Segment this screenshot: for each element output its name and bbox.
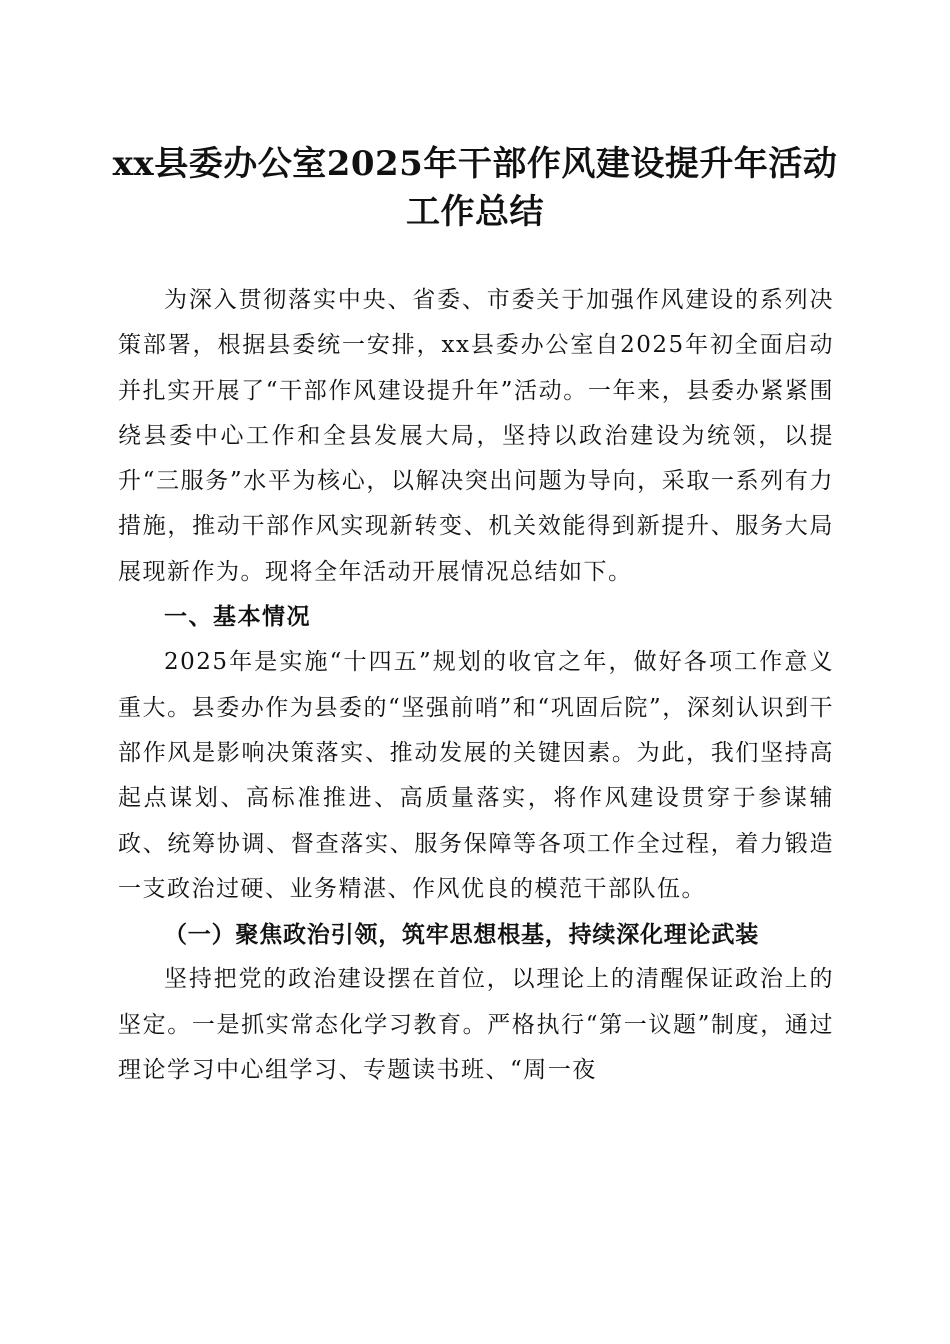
document-title: xx县委办公室2025年干部作风建设提升年活动工作总结 [112, 144, 838, 232]
intro-paragraph: 为深入贯彻落实中央、省委、市委关于加强作风建设的系列决策部署，根据县委统一安排，xx县委办公室自2025年初全面启动并扎实开展了“干部作风建设提升年”活动。一年来，县委办紧紧围绕县委中心工作和全县发展大局，坚持以政治建设为统领，以提升“三服务”水平为核心，以解决突出问题为导向，采取一系列有力措施，推动干部作风实现新转变、机关效能得到新提升、服务大局展现新作为。现将全年活动开展情况总结如下。 [118, 287, 834, 585]
section-paragraph-basic-situation: 2025年是实施“十四五”规划的收官之年，做好各项工作意义重大。县委办作为县委的“坚强前哨”和“巩固后院”，深刻认识到干部作风是影响决策落实、推动发展的关键因素。为此，我们坚持高起点谋划、高标准推进、高质量落实，将作风建设贯穿于参谋辅政、统筹协调、督查落实、服务保障等各项工作全过程，着力锻造一支政治过硬、业务精湛、作风优良的模范干部队伍。 [118, 649, 834, 902]
section-heading-basic-situation: 一、基本情况 [164, 604, 311, 631]
document-body [118, 278, 834, 1093]
subsection-heading-political-guidance: （一）聚焦政治引领，筑牢思想根基，持续深化理论武装 [164, 921, 759, 949]
subsection-paragraph-political-guidance: 坚持把党的政治建设摆在首位，以理论上的清醒保证政治上的坚定。一是抓实常态化学习教育。严格执行“第一议题”制度，通过理论学习中心组学习、专题读书班、“周一夜 [118, 966, 834, 1084]
